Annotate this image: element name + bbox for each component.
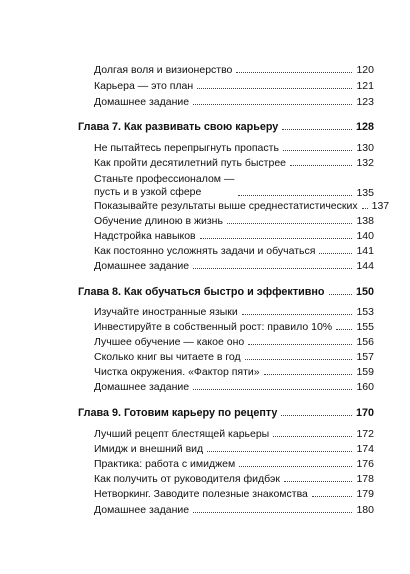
- chapter-title: Глава 8. Как обучаться быстро и эффективно: [78, 286, 325, 298]
- toc-entry: [94, 504, 374, 516]
- toc-entry-page: 176: [356, 458, 374, 470]
- dot-leader: [239, 466, 352, 467]
- toc-entry-title: Показывайте результаты выше среднестатистических: [94, 200, 358, 212]
- toc-entry-title: Нетворкинг. Заводите полезные знакомства: [94, 488, 308, 500]
- toc-entry-page: 121: [356, 80, 374, 92]
- toc-entry-title: Домашнее задание: [94, 504, 190, 516]
- toc-entry-page: 180: [356, 504, 374, 516]
- toc-entry: [94, 366, 374, 378]
- toc-entry-title: Как пройти десятилетний путь быстрее: [94, 157, 287, 169]
- toc-entry: [94, 215, 374, 227]
- chapter-page: 170: [355, 407, 374, 419]
- dot-leader: [248, 344, 352, 345]
- toc-entry: [94, 96, 374, 108]
- toc-entry: [94, 306, 374, 318]
- dot-leader: [242, 314, 353, 315]
- toc-entry-page: 179: [356, 488, 374, 500]
- chapter-page: 150: [355, 286, 374, 298]
- toc-entry: [94, 428, 374, 440]
- toc-entry-page: 141: [356, 245, 374, 257]
- toc-entry-title: Как постоянно усложнять задачи и обучаться: [94, 245, 316, 257]
- toc-entry: [94, 142, 374, 154]
- dot-leader: [319, 253, 352, 254]
- toc-entry-page: 123: [356, 96, 374, 108]
- toc-entry-title: Надстройка навыков: [94, 230, 196, 242]
- toc-entry-title: Как получить от руководителя фидбэк: [94, 473, 280, 485]
- dot-leader: [273, 436, 352, 437]
- toc-entry-title: Домашнее задание: [94, 96, 190, 108]
- dot-leader: [193, 389, 352, 390]
- toc-entry-title: Инвестируйте в собственный рост: правило 10%: [94, 321, 333, 333]
- dot-leader: [200, 238, 353, 239]
- toc-entry: [94, 381, 374, 393]
- toc-entry-title: Домашнее задание: [94, 260, 190, 272]
- toc-entry-title: Практика: работа с имиджем: [94, 458, 236, 470]
- dot-leader: [283, 150, 353, 151]
- toc-entry-page: 130: [356, 142, 374, 154]
- dot-leader: [193, 512, 352, 513]
- dot-leader: [290, 165, 352, 166]
- toc-entry: [94, 64, 374, 76]
- toc-entry: [94, 321, 374, 333]
- toc-entry-title: Изучайте иностранные языки: [94, 306, 238, 318]
- toc-entry-title: Лучший рецепт блестящей карьеры: [94, 428, 270, 440]
- toc-entry: [94, 230, 374, 242]
- toc-entry-page: 120: [356, 64, 374, 76]
- toc-entry: [94, 157, 374, 169]
- toc-entry-title: Сколько книг вы читаете в год: [94, 351, 241, 363]
- dot-leader: [227, 223, 353, 224]
- dot-leader: [197, 88, 352, 89]
- dot-leader: [238, 195, 352, 196]
- toc-entry: [94, 473, 374, 485]
- chapter-title: Глава 9. Готовим карьеру по рецепту: [78, 407, 278, 419]
- toc-entry-page: 156: [356, 336, 374, 348]
- toc-chapter-heading: [78, 121, 374, 133]
- dot-leader: [281, 415, 352, 416]
- toc-entry-page: 132: [356, 157, 374, 169]
- toc-entry-title: Домашнее задание: [94, 381, 190, 393]
- toc-entry-title-line-1: Станьте профессионалом —: [94, 173, 235, 185]
- toc-entry: [94, 245, 374, 257]
- toc-entry: [94, 80, 374, 92]
- dot-leader: [236, 72, 352, 73]
- toc-entry-title: Лучшее обучение — какое оно: [94, 336, 245, 348]
- toc-entry: [94, 458, 374, 470]
- chapter-page: 128: [355, 121, 374, 133]
- toc-entry: [94, 488, 374, 500]
- toc-entry-page: 172: [356, 428, 374, 440]
- toc-entry-page: 159: [356, 366, 374, 378]
- toc-entry-page: 155: [356, 321, 374, 333]
- toc-entry-page: 140: [356, 230, 374, 242]
- toc-entry-title: Не пытайтесь перепрыгнуть пропасть: [94, 142, 279, 154]
- toc-entry: [94, 443, 374, 455]
- dot-leader: [264, 374, 353, 375]
- dot-leader: [312, 496, 353, 497]
- dot-leader: [245, 359, 353, 360]
- dot-leader: [336, 329, 352, 330]
- toc-entry: [94, 200, 390, 212]
- toc-entry-page: 153: [356, 306, 374, 318]
- toc-entry: [94, 260, 374, 272]
- toc-chapter-heading: [78, 286, 374, 298]
- toc-entry: [94, 173, 374, 199]
- toc-entry-page: 178: [356, 473, 374, 485]
- chapter-title: Глава 7. Как развивать свою карьеру: [78, 121, 279, 133]
- toc-entry-title-line-2: пусть и в узкой сфере: [94, 186, 202, 198]
- toc-entry: [94, 351, 374, 363]
- toc-entry-page: 157: [356, 351, 374, 363]
- toc-entry-page: 174: [356, 443, 374, 455]
- dot-leader: [282, 129, 352, 130]
- toc-entry-page: 135: [356, 187, 374, 199]
- dot-leader: [207, 451, 352, 452]
- toc-entry-page: 137: [371, 200, 390, 212]
- toc-entry-page: 138: [356, 215, 374, 227]
- dot-leader: [329, 294, 352, 295]
- toc-entry-page: 160: [356, 381, 374, 393]
- dot-leader: [193, 268, 352, 269]
- dot-leader: [284, 481, 352, 482]
- toc-entry-title: Долгая воля и визионерство: [94, 64, 233, 76]
- toc-entry-page: 144: [356, 260, 374, 272]
- toc-chapter-heading: [78, 407, 374, 419]
- toc-entry-title: Обучение длиною в жизнь: [94, 215, 223, 227]
- dot-leader: [362, 208, 368, 209]
- toc-entry-title: [94, 173, 234, 199]
- dot-leader: [193, 104, 352, 105]
- toc-entry: [94, 336, 374, 348]
- toc-entry-title: Имидж и внешний вид: [94, 443, 204, 455]
- toc-entry-title: Карьера — это план: [94, 80, 194, 92]
- toc-entry-title: Чистка окружения. «Фактор пяти»: [94, 366, 260, 378]
